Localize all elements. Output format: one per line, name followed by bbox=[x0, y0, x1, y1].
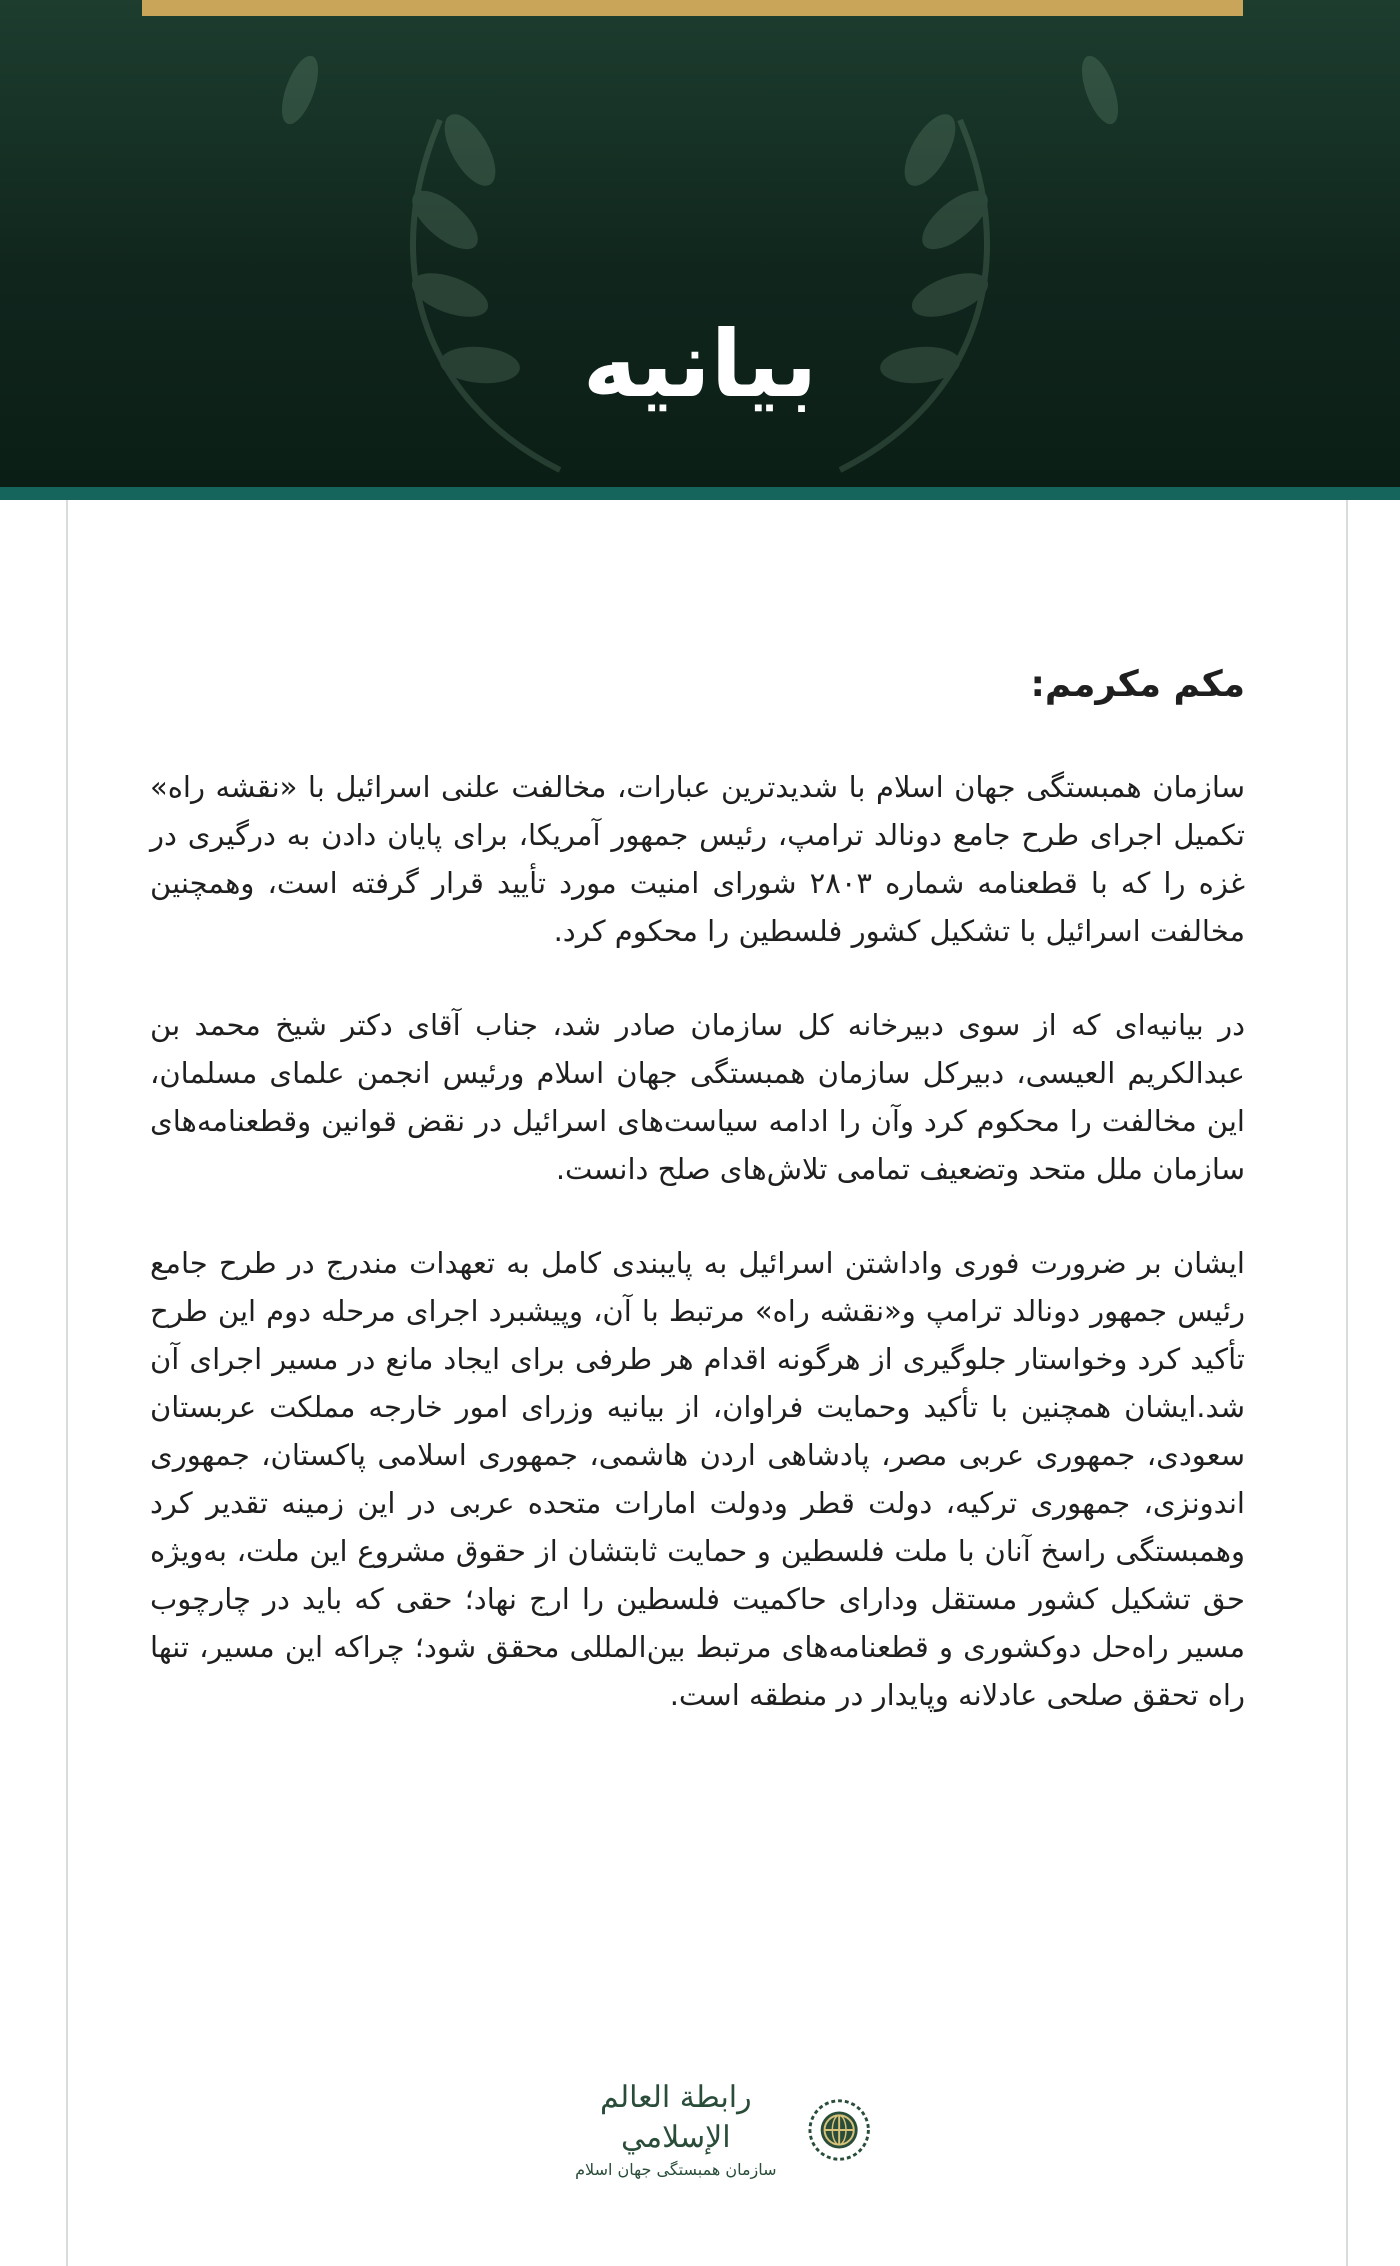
header-banner bbox=[0, 0, 1400, 487]
logo-persian-name: سازمان همبستگی جهان اسلام bbox=[575, 2160, 777, 2179]
statement-body bbox=[150, 655, 1245, 1765]
globe-emblem-icon bbox=[808, 2098, 870, 2162]
organization-logo bbox=[530, 2080, 870, 2179]
logo-text-block bbox=[544, 2078, 808, 2182]
greeting-heading: مکم مکرمم: bbox=[1030, 664, 1245, 705]
logo-arabic-name: رابطة العالم الإسلامي bbox=[600, 2080, 752, 2155]
paragraph-3: ایشان بر ضرورت فوری واداشتن اسرائیل به پایبندی کامل به تعهدات مندرج در طرح جامع رئیس جمهور دونالد ترامپ و«نقشه راه» مرتبط با آن، وپیشبرد اجرای مرحله دوم این طرح تأکید کرد وخواستار جلوگیری از هرگونه اقدام هر طرفی برای ایجاد مانع در مسیر اجرای آن شد.ایشان همچنین با تأکید وحمایت فراوان، از بیانیه وزرای امور خارجه مملکت عربستان سعودی، جمهوری عربی مصر، پادشاهی اردن هاشمی، جمهوری اسلامی پاکستان، جمهوری اندونزی، جمهوری ترکیه، دولت قطر ودولت امارات متحده عربی در این زمینه تقدیر کرد وهمبستگی راسخ آنان با ملت فلسطین و حمایت ثابتشان از حقوق مشروع این ملت، به‌ویژه حق تشکیل کشور مستقل ودارای حاکمیت فلسطین را ارج نهاد؛ حقی که باید در چارچوب مسیر راه‌حل دوکشوری و قطعنامه‌های مرتبط بین‌المللی محقق شود؛ چراکه این مسیر، تنها راه تحقق صلحی عادلانه وپایدار در منطقه است. bbox=[150, 1246, 1245, 1712]
paragraph-2: در بیانیه‌ای که از سوی دبیرخانه کل سازمان صادر شد، جناب آقای دکتر شیخ محمد بن عبدالکریم العیسی، دبیرکل سازمان همبستگی جهان اسلام ورئیس انجمن علمای مسلمان، این مخالفت را محکوم کرد وآن را ادامه سیاست‌های اسرائیل در نقض قوانین وقطعنامه‌های سازمان ملل متحد وتضعیف تمامی تلاش‌های صلح دانست. bbox=[150, 1008, 1245, 1186]
right-frame-line bbox=[1346, 500, 1348, 2266]
paragraph-1: سازمان همبستگی جهان اسلام با شدیدترین عبارات، مخالفت علنی اسرائیل با «نقشه راه» تکمیل اجرای طرح جامع دونالد ترامپ، رئیس جمهور آمریکا، برای پایان دادن به درگیری در غزه را که با قطعنامه شماره ۲۸۰۳ شورای امنیت مورد تأیید قرار گرفته است، وهمچنین مخالفت اسرائیل با تشکیل کشور فلسطین را محکوم کرد. bbox=[150, 770, 1245, 948]
left-frame-line bbox=[66, 500, 68, 2266]
teal-divider-band bbox=[0, 487, 1400, 500]
page-title: بیانیه bbox=[582, 311, 818, 418]
